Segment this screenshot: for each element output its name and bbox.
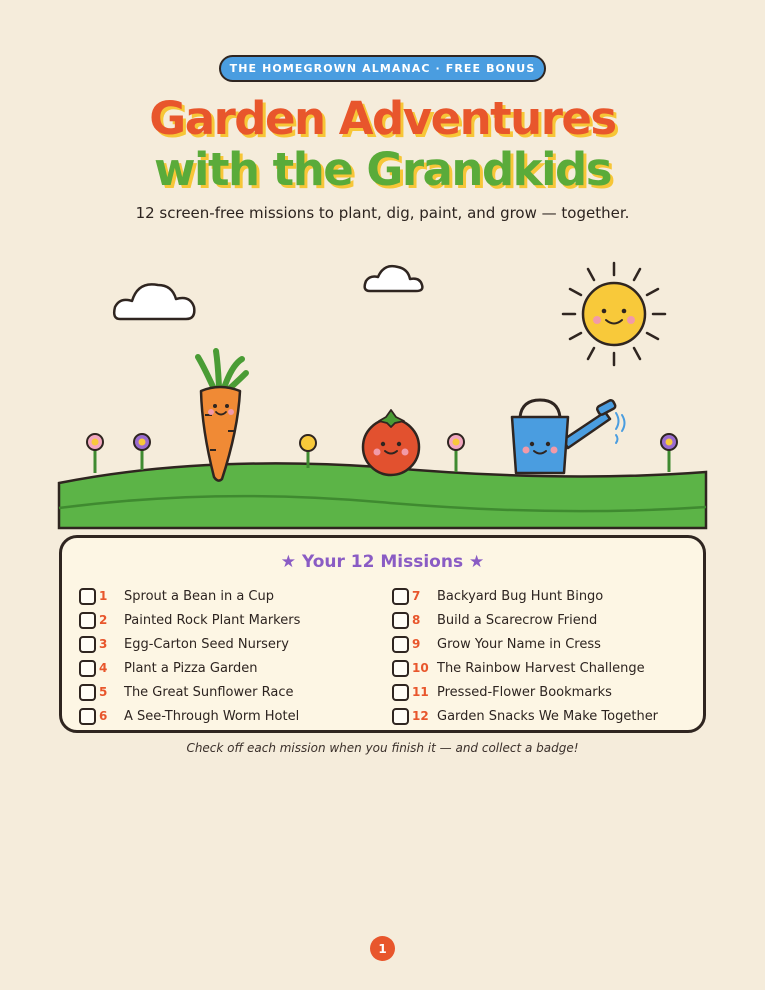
mission-item — [392, 656, 658, 680]
mission-checkbox[interactable] — [392, 636, 409, 653]
page-number: 1 — [370, 936, 395, 961]
page-title-line-2: with the Grandkids — [153, 143, 612, 196]
carrot-icon — [198, 351, 246, 481]
sun-icon — [563, 263, 665, 365]
mission-label: The Rainbow Harvest Challenge — [437, 660, 645, 676]
mission-number: 10 — [412, 661, 429, 675]
flower-icon — [661, 434, 677, 472]
mission-label: Grow Your Name in Cress — [437, 636, 601, 652]
cloud-icon — [114, 284, 194, 319]
mission-checkbox[interactable] — [79, 660, 96, 677]
mission-label: Egg-Carton Seed Nursery — [124, 636, 289, 652]
mission-checkbox[interactable] — [79, 708, 96, 725]
series-badge: THE HOMEGROWN ALMANAC · FREE BONUS — [219, 55, 546, 82]
mission-checkbox[interactable] — [392, 684, 409, 701]
missions-card — [59, 535, 706, 733]
mission-label: Plant a Pizza Garden — [124, 660, 258, 676]
mission-label: Build a Scarecrow Friend — [437, 612, 598, 628]
mission-number: 7 — [412, 589, 421, 603]
mission-number: 1 — [99, 589, 108, 603]
mission-checkbox[interactable] — [392, 612, 409, 629]
mission-item — [79, 584, 300, 608]
garden-illustration — [0, 255, 765, 530]
mission-item — [79, 680, 300, 704]
mission-number: 9 — [412, 637, 421, 651]
missions-column-left — [79, 584, 300, 728]
watering-can-icon — [512, 399, 625, 473]
mission-checkbox[interactable] — [79, 612, 96, 629]
flower-icon — [134, 434, 150, 470]
mission-item — [392, 632, 658, 656]
mission-item — [79, 632, 300, 656]
mission-number: 8 — [412, 613, 421, 627]
flower-icon — [87, 434, 103, 473]
mission-checkbox[interactable] — [392, 660, 409, 677]
mission-label: Backyard Bug Hunt Bingo — [437, 588, 604, 604]
mission-number: 6 — [99, 709, 108, 723]
mission-number: 12 — [412, 709, 429, 723]
mission-label: Garden Snacks We Make Together — [437, 708, 659, 724]
missions-column-right — [392, 584, 658, 728]
mission-label: Painted Rock Plant Markers — [124, 612, 301, 628]
mission-label: The Great Sunflower Race — [124, 684, 294, 700]
mission-checkbox[interactable] — [79, 588, 96, 605]
mission-item — [79, 608, 300, 632]
mission-number: 2 — [99, 613, 108, 627]
page-subtitle: 12 screen-free missions to plant, dig, paint, and grow — together. — [135, 204, 630, 222]
mission-checkbox[interactable] — [79, 684, 96, 701]
mission-label: Pressed-Flower Bookmarks — [437, 684, 612, 700]
mission-label: A See-Through Worm Hotel — [124, 708, 300, 724]
mission-item — [392, 608, 658, 632]
mission-number: 5 — [99, 685, 108, 699]
mission-checkbox[interactable] — [392, 588, 409, 605]
mission-item — [392, 704, 658, 728]
mission-checkbox[interactable] — [392, 708, 409, 725]
page-title-line-1: Garden Adventures — [149, 92, 616, 145]
missions-heading: ★ Your 12 Missions ★ — [280, 552, 485, 572]
footnote: Check off each mission when you finish it — and collect a badge! — [186, 741, 579, 755]
mission-item — [392, 584, 658, 608]
mission-item — [79, 704, 300, 728]
cloud-icon — [365, 266, 423, 291]
flower-icon — [448, 434, 464, 472]
mission-checkbox[interactable] — [79, 636, 96, 653]
mission-number: 4 — [99, 661, 108, 675]
mission-item — [392, 680, 658, 704]
tomato-icon — [363, 410, 419, 475]
mission-number: 11 — [412, 685, 429, 699]
mission-number: 3 — [99, 637, 108, 651]
mission-item — [79, 656, 300, 680]
mission-label: Sprout a Bean in a Cup — [124, 588, 274, 604]
